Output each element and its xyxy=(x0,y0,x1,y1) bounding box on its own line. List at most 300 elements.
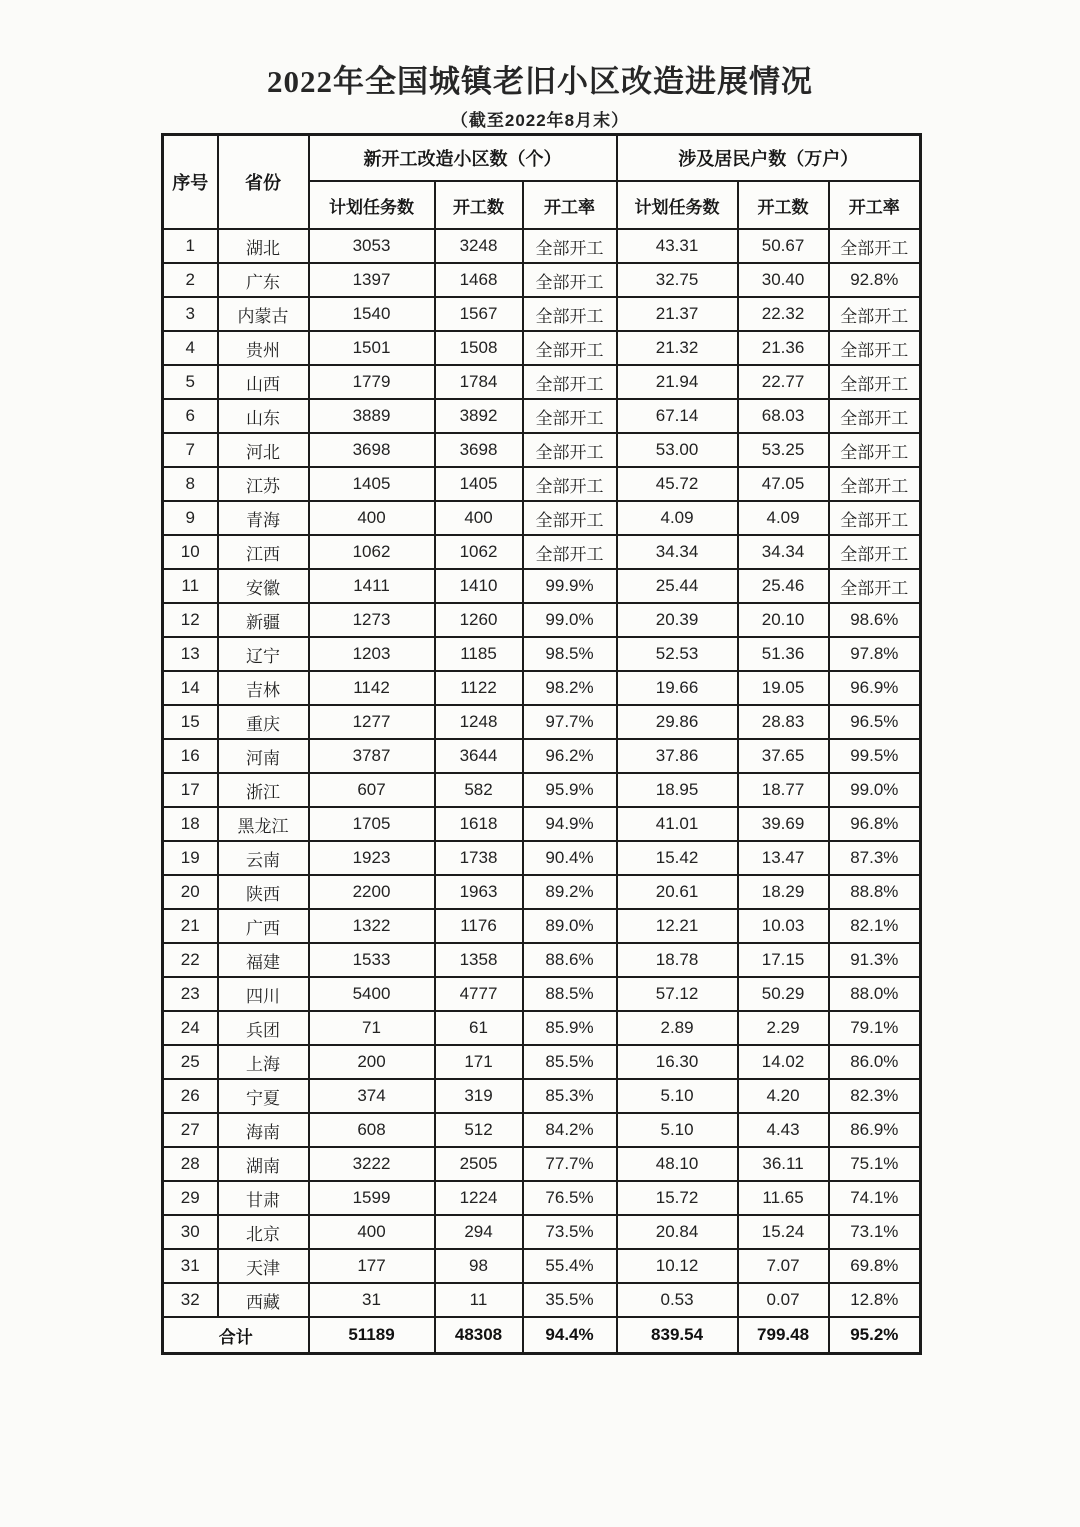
cell-started-households: 21.36 xyxy=(738,331,829,365)
header-sub-rate-households: 开工率 xyxy=(829,181,921,229)
cell-rate-households: 86.9% xyxy=(829,1113,921,1147)
cell-index: 32 xyxy=(163,1283,218,1317)
cell-province: 河南 xyxy=(218,739,309,773)
cell-rate-communities: 98.2% xyxy=(523,671,617,705)
table-row xyxy=(163,433,921,467)
cell-rate-households: 全部开工 xyxy=(829,467,921,501)
table-row xyxy=(163,603,921,637)
cell-rate-communities: 35.5% xyxy=(523,1283,617,1317)
cell-rate-households: 96.9% xyxy=(829,671,921,705)
cell-index: 16 xyxy=(163,739,218,773)
cell-started-households: 7.07 xyxy=(738,1249,829,1283)
cell-rate-communities: 全部开工 xyxy=(523,501,617,535)
table-row xyxy=(163,807,921,841)
table-row xyxy=(163,705,921,739)
cell-province: 上海 xyxy=(218,1045,309,1079)
cell-started-households: 18.29 xyxy=(738,875,829,909)
header-sub-plan-households: 计划任务数 xyxy=(617,181,738,229)
cell-plan-households: 21.94 xyxy=(617,365,738,399)
cell-started-communities: 1508 xyxy=(435,331,523,365)
cell-started-households: 19.05 xyxy=(738,671,829,705)
cell-province: 山西 xyxy=(218,365,309,399)
cell-plan-households: 67.14 xyxy=(617,399,738,433)
table-row xyxy=(163,1045,921,1079)
cell-rate-communities: 98.5% xyxy=(523,637,617,671)
page-title: 2022年全国城镇老旧小区改造进展情况 xyxy=(267,64,813,99)
cell-province: 西藏 xyxy=(218,1283,309,1317)
cell-province: 青海 xyxy=(218,501,309,535)
cell-index: 8 xyxy=(163,467,218,501)
cell-rate-communities: 84.2% xyxy=(523,1113,617,1147)
cell-rate-households: 96.5% xyxy=(829,705,921,739)
cell-started-communities: 3644 xyxy=(435,739,523,773)
cell-started-households: 11.65 xyxy=(738,1181,829,1215)
cell-rate-communities: 全部开工 xyxy=(523,467,617,501)
header-group-households: 涉及居民户数（万户） xyxy=(617,135,921,182)
cell-plan-communities: 3889 xyxy=(309,399,435,433)
cell-started-communities: 1618 xyxy=(435,807,523,841)
cell-index: 12 xyxy=(163,603,218,637)
cell-province: 重庆 xyxy=(218,705,309,739)
cell-plan-communities: 1411 xyxy=(309,569,435,603)
cell-index: 30 xyxy=(163,1215,218,1249)
cell-started-households: 20.10 xyxy=(738,603,829,637)
cell-index: 10 xyxy=(163,535,218,569)
cell-plan-communities: 200 xyxy=(309,1045,435,1079)
cell-province: 浙江 xyxy=(218,773,309,807)
cell-plan-communities: 31 xyxy=(309,1283,435,1317)
cell-province: 河北 xyxy=(218,433,309,467)
cell-started-households: 22.32 xyxy=(738,297,829,331)
table-row xyxy=(163,1113,921,1147)
cell-started-households: 14.02 xyxy=(738,1045,829,1079)
cell-rate-communities: 88.6% xyxy=(523,943,617,977)
cell-plan-communities: 3222 xyxy=(309,1147,435,1181)
cell-rate-communities: 77.7% xyxy=(523,1147,617,1181)
cell-rate-households: 全部开工 xyxy=(829,501,921,535)
cell-plan-communities: 1405 xyxy=(309,467,435,501)
cell-plan-households: 32.75 xyxy=(617,263,738,297)
cell-plan-communities: 2200 xyxy=(309,875,435,909)
table-row xyxy=(163,671,921,705)
cell-plan-households: 25.44 xyxy=(617,569,738,603)
cell-plan-households: 2.89 xyxy=(617,1011,738,1045)
cell-province: 北京 xyxy=(218,1215,309,1249)
cell-rate-households: 88.8% xyxy=(829,875,921,909)
cell-index: 6 xyxy=(163,399,218,433)
cell-province: 四川 xyxy=(218,977,309,1011)
cell-province: 内蒙古 xyxy=(218,297,309,331)
cell-rate-communities: 85.5% xyxy=(523,1045,617,1079)
table-row xyxy=(163,1249,921,1283)
cell-rate-communities: 90.4% xyxy=(523,841,617,875)
cell-rate-households: 82.1% xyxy=(829,909,921,943)
cell-plan-households: 15.42 xyxy=(617,841,738,875)
cell-province: 新疆 xyxy=(218,603,309,637)
table-row xyxy=(163,297,921,331)
cell-index: 24 xyxy=(163,1011,218,1045)
cell-rate-communities: 全部开工 xyxy=(523,229,617,263)
cell-rate-households: 98.6% xyxy=(829,603,921,637)
cell-plan-communities: 1923 xyxy=(309,841,435,875)
cell-plan-communities: 1062 xyxy=(309,535,435,569)
cell-plan-communities: 1322 xyxy=(309,909,435,943)
cell-rate-households: 91.3% xyxy=(829,943,921,977)
cell-province: 黑龙江 xyxy=(218,807,309,841)
cell-plan-households: 29.86 xyxy=(617,705,738,739)
cell-plan-households: 16.30 xyxy=(617,1045,738,1079)
table-row xyxy=(163,1079,921,1113)
cell-plan-households: 18.95 xyxy=(617,773,738,807)
cell-started-households: 4.20 xyxy=(738,1079,829,1113)
table-row xyxy=(163,569,921,603)
cell-started-households: 4.09 xyxy=(738,501,829,535)
table-row xyxy=(163,1147,921,1181)
cell-started-households: 22.77 xyxy=(738,365,829,399)
cell-started-communities: 400 xyxy=(435,501,523,535)
header-sub-started-communities: 开工数 xyxy=(435,181,523,229)
cell-province: 海南 xyxy=(218,1113,309,1147)
cell-rate-households: 99.5% xyxy=(829,739,921,773)
cell-rate-communities: 94.9% xyxy=(523,807,617,841)
cell-started-households: 50.29 xyxy=(738,977,829,1011)
cell-rate-communities: 全部开工 xyxy=(523,399,617,433)
cell-index: 15 xyxy=(163,705,218,739)
cell-started-communities: 3892 xyxy=(435,399,523,433)
table-body xyxy=(163,229,921,1317)
cell-province: 湖南 xyxy=(218,1147,309,1181)
cell-plan-communities: 1533 xyxy=(309,943,435,977)
cell-plan-households: 19.66 xyxy=(617,671,738,705)
cell-plan-households: 53.00 xyxy=(617,433,738,467)
cell-plan-communities: 400 xyxy=(309,1215,435,1249)
cell-rate-communities: 全部开工 xyxy=(523,433,617,467)
cell-started-households: 51.36 xyxy=(738,637,829,671)
cell-province: 兵团 xyxy=(218,1011,309,1045)
cell-started-communities: 1358 xyxy=(435,943,523,977)
table-row xyxy=(163,739,921,773)
cell-index: 23 xyxy=(163,977,218,1011)
cell-index: 28 xyxy=(163,1147,218,1181)
cell-province: 江西 xyxy=(218,535,309,569)
cell-rate-households: 全部开工 xyxy=(829,297,921,331)
cell-started-households: 13.47 xyxy=(738,841,829,875)
cell-started-households: 30.40 xyxy=(738,263,829,297)
table-row xyxy=(163,501,921,535)
cell-plan-communities: 1705 xyxy=(309,807,435,841)
cell-plan-households: 37.86 xyxy=(617,739,738,773)
cell-started-communities: 1963 xyxy=(435,875,523,909)
cell-province: 云南 xyxy=(218,841,309,875)
cell-started-communities: 1405 xyxy=(435,467,523,501)
cell-plan-households: 10.12 xyxy=(617,1249,738,1283)
cell-started-households: 36.11 xyxy=(738,1147,829,1181)
cell-rate-communities: 99.9% xyxy=(523,569,617,603)
cell-plan-households: 0.53 xyxy=(617,1283,738,1317)
cell-index: 19 xyxy=(163,841,218,875)
cell-started-communities: 294 xyxy=(435,1215,523,1249)
table-row xyxy=(163,773,921,807)
header-sub-rate-communities: 开工率 xyxy=(523,181,617,229)
cell-province: 广东 xyxy=(218,263,309,297)
cell-started-communities: 1176 xyxy=(435,909,523,943)
cell-plan-communities: 400 xyxy=(309,501,435,535)
cell-index: 7 xyxy=(163,433,218,467)
total-rate-households: 95.2% xyxy=(829,1317,921,1354)
header-group-new-start-communities: 新开工改造小区数（个） xyxy=(309,135,617,182)
cell-started-communities: 1410 xyxy=(435,569,523,603)
cell-province: 吉林 xyxy=(218,671,309,705)
cell-started-households: 34.34 xyxy=(738,535,829,569)
table-row xyxy=(163,841,921,875)
total-started-households: 799.48 xyxy=(738,1317,829,1354)
cell-plan-communities: 71 xyxy=(309,1011,435,1045)
cell-started-households: 4.43 xyxy=(738,1113,829,1147)
cell-index: 17 xyxy=(163,773,218,807)
cell-started-communities: 1738 xyxy=(435,841,523,875)
table-row xyxy=(163,365,921,399)
cell-index: 5 xyxy=(163,365,218,399)
cell-rate-communities: 89.2% xyxy=(523,875,617,909)
cell-rate-households: 86.0% xyxy=(829,1045,921,1079)
cell-rate-households: 69.8% xyxy=(829,1249,921,1283)
cell-province: 江苏 xyxy=(218,467,309,501)
cell-started-communities: 98 xyxy=(435,1249,523,1283)
cell-started-households: 50.67 xyxy=(738,229,829,263)
table-row xyxy=(163,977,921,1011)
cell-index: 18 xyxy=(163,807,218,841)
cell-plan-communities: 3698 xyxy=(309,433,435,467)
cell-started-communities: 3248 xyxy=(435,229,523,263)
progress-table xyxy=(161,133,922,1355)
cell-plan-households: 21.32 xyxy=(617,331,738,365)
cell-province: 福建 xyxy=(218,943,309,977)
cell-rate-households: 全部开工 xyxy=(829,569,921,603)
cell-index: 1 xyxy=(163,229,218,263)
cell-plan-households: 41.01 xyxy=(617,807,738,841)
cell-rate-households: 87.3% xyxy=(829,841,921,875)
cell-rate-communities: 97.7% xyxy=(523,705,617,739)
cell-rate-communities: 73.5% xyxy=(523,1215,617,1249)
cell-started-households: 10.03 xyxy=(738,909,829,943)
cell-rate-communities: 全部开工 xyxy=(523,297,617,331)
header-row-groups xyxy=(163,135,921,182)
cell-rate-households: 74.1% xyxy=(829,1181,921,1215)
cell-plan-households: 34.34 xyxy=(617,535,738,569)
cell-province: 宁夏 xyxy=(218,1079,309,1113)
cell-plan-households: 12.21 xyxy=(617,909,738,943)
cell-plan-households: 4.09 xyxy=(617,501,738,535)
table-row xyxy=(163,399,921,433)
cell-plan-communities: 1397 xyxy=(309,263,435,297)
table-row xyxy=(163,909,921,943)
header-col-index: 序号 xyxy=(163,135,218,230)
cell-started-communities: 1122 xyxy=(435,671,523,705)
cell-rate-households: 97.8% xyxy=(829,637,921,671)
table-row xyxy=(163,875,921,909)
cell-index: 21 xyxy=(163,909,218,943)
cell-started-communities: 2505 xyxy=(435,1147,523,1181)
cell-index: 29 xyxy=(163,1181,218,1215)
cell-started-communities: 1248 xyxy=(435,705,523,739)
header-sub-started-households: 开工数 xyxy=(738,181,829,229)
cell-plan-households: 20.84 xyxy=(617,1215,738,1249)
cell-plan-communities: 1540 xyxy=(309,297,435,331)
cell-rate-households: 全部开工 xyxy=(829,365,921,399)
table-row xyxy=(163,467,921,501)
cell-started-communities: 171 xyxy=(435,1045,523,1079)
cell-index: 14 xyxy=(163,671,218,705)
cell-rate-households: 全部开工 xyxy=(829,331,921,365)
cell-plan-households: 5.10 xyxy=(617,1113,738,1147)
total-label: 合计 xyxy=(163,1317,309,1354)
header-sub-plan-communities: 计划任务数 xyxy=(309,181,435,229)
cell-rate-households: 96.8% xyxy=(829,807,921,841)
cell-started-households: 18.77 xyxy=(738,773,829,807)
cell-plan-communities: 1277 xyxy=(309,705,435,739)
cell-province: 天津 xyxy=(218,1249,309,1283)
cell-rate-households: 79.1% xyxy=(829,1011,921,1045)
cell-index: 27 xyxy=(163,1113,218,1147)
cell-index: 22 xyxy=(163,943,218,977)
cell-started-communities: 4777 xyxy=(435,977,523,1011)
cell-started-households: 25.46 xyxy=(738,569,829,603)
total-rate-communities: 94.4% xyxy=(523,1317,617,1354)
cell-province: 贵州 xyxy=(218,331,309,365)
cell-rate-communities: 全部开工 xyxy=(523,331,617,365)
cell-started-communities: 1224 xyxy=(435,1181,523,1215)
cell-index: 26 xyxy=(163,1079,218,1113)
cell-plan-communities: 374 xyxy=(309,1079,435,1113)
cell-rate-households: 全部开工 xyxy=(829,535,921,569)
cell-province: 湖北 xyxy=(218,229,309,263)
cell-rate-communities: 全部开工 xyxy=(523,365,617,399)
cell-plan-communities: 1599 xyxy=(309,1181,435,1215)
cell-plan-communities: 177 xyxy=(309,1249,435,1283)
cell-plan-communities: 5400 xyxy=(309,977,435,1011)
cell-started-households: 68.03 xyxy=(738,399,829,433)
cell-plan-communities: 1779 xyxy=(309,365,435,399)
cell-province: 辽宁 xyxy=(218,637,309,671)
cell-index: 13 xyxy=(163,637,218,671)
cell-started-communities: 1260 xyxy=(435,603,523,637)
cell-plan-households: 52.53 xyxy=(617,637,738,671)
cell-index: 31 xyxy=(163,1249,218,1283)
cell-province: 广西 xyxy=(218,909,309,943)
cell-rate-communities: 96.2% xyxy=(523,739,617,773)
cell-index: 9 xyxy=(163,501,218,535)
table-row xyxy=(163,943,921,977)
cell-plan-households: 20.61 xyxy=(617,875,738,909)
cell-rate-households: 全部开工 xyxy=(829,399,921,433)
cell-rate-communities: 全部开工 xyxy=(523,263,617,297)
cell-province: 山东 xyxy=(218,399,309,433)
cell-rate-households: 全部开工 xyxy=(829,229,921,263)
cell-province: 陕西 xyxy=(218,875,309,909)
cell-plan-communities: 1142 xyxy=(309,671,435,705)
cell-rate-communities: 76.5% xyxy=(523,1181,617,1215)
header-col-province: 省份 xyxy=(218,135,309,230)
cell-rate-households: 92.8% xyxy=(829,263,921,297)
cell-index: 3 xyxy=(163,297,218,331)
cell-started-communities: 319 xyxy=(435,1079,523,1113)
cell-rate-communities: 99.0% xyxy=(523,603,617,637)
cell-rate-households: 12.8% xyxy=(829,1283,921,1317)
page-subtitle: （截至2022年8月末） xyxy=(450,111,630,130)
cell-rate-communities: 全部开工 xyxy=(523,535,617,569)
table-row xyxy=(163,331,921,365)
cell-started-communities: 582 xyxy=(435,773,523,807)
cell-index: 4 xyxy=(163,331,218,365)
total-row xyxy=(163,1317,921,1354)
cell-plan-households: 48.10 xyxy=(617,1147,738,1181)
cell-plan-communities: 607 xyxy=(309,773,435,807)
total-plan-households: 839.54 xyxy=(617,1317,738,1354)
cell-index: 11 xyxy=(163,569,218,603)
cell-plan-households: 5.10 xyxy=(617,1079,738,1113)
cell-province: 甘肃 xyxy=(218,1181,309,1215)
cell-index: 2 xyxy=(163,263,218,297)
table-row xyxy=(163,1215,921,1249)
cell-index: 25 xyxy=(163,1045,218,1079)
cell-started-communities: 1062 xyxy=(435,535,523,569)
cell-started-communities: 1784 xyxy=(435,365,523,399)
cell-started-communities: 1567 xyxy=(435,297,523,331)
cell-started-communities: 11 xyxy=(435,1283,523,1317)
cell-rate-households: 73.1% xyxy=(829,1215,921,1249)
cell-rate-communities: 55.4% xyxy=(523,1249,617,1283)
cell-plan-communities: 1501 xyxy=(309,331,435,365)
cell-started-households: 17.15 xyxy=(738,943,829,977)
cell-rate-households: 75.1% xyxy=(829,1147,921,1181)
total-plan-communities: 51189 xyxy=(309,1317,435,1354)
table-row xyxy=(163,535,921,569)
cell-plan-communities: 608 xyxy=(309,1113,435,1147)
cell-started-households: 37.65 xyxy=(738,739,829,773)
cell-rate-households: 82.3% xyxy=(829,1079,921,1113)
cell-plan-communities: 1273 xyxy=(309,603,435,637)
cell-plan-households: 15.72 xyxy=(617,1181,738,1215)
cell-rate-households: 99.0% xyxy=(829,773,921,807)
table-row xyxy=(163,1011,921,1045)
cell-started-households: 0.07 xyxy=(738,1283,829,1317)
cell-plan-communities: 3787 xyxy=(309,739,435,773)
cell-started-households: 39.69 xyxy=(738,807,829,841)
cell-started-households: 47.05 xyxy=(738,467,829,501)
cell-started-communities: 1468 xyxy=(435,263,523,297)
total-started-communities: 48308 xyxy=(435,1317,523,1354)
cell-started-communities: 61 xyxy=(435,1011,523,1045)
cell-index: 20 xyxy=(163,875,218,909)
table-row xyxy=(163,263,921,297)
cell-plan-communities: 1203 xyxy=(309,637,435,671)
cell-rate-communities: 95.9% xyxy=(523,773,617,807)
cell-started-communities: 512 xyxy=(435,1113,523,1147)
cell-rate-communities: 85.3% xyxy=(523,1079,617,1113)
cell-rate-communities: 89.0% xyxy=(523,909,617,943)
cell-started-households: 2.29 xyxy=(738,1011,829,1045)
cell-rate-communities: 85.9% xyxy=(523,1011,617,1045)
cell-started-households: 28.83 xyxy=(738,705,829,739)
cell-started-households: 53.25 xyxy=(738,433,829,467)
cell-plan-households: 45.72 xyxy=(617,467,738,501)
cell-plan-households: 43.31 xyxy=(617,229,738,263)
cell-rate-households: 全部开工 xyxy=(829,433,921,467)
cell-plan-households: 21.37 xyxy=(617,297,738,331)
cell-started-communities: 1185 xyxy=(435,637,523,671)
cell-plan-households: 57.12 xyxy=(617,977,738,1011)
table-row xyxy=(163,1181,921,1215)
